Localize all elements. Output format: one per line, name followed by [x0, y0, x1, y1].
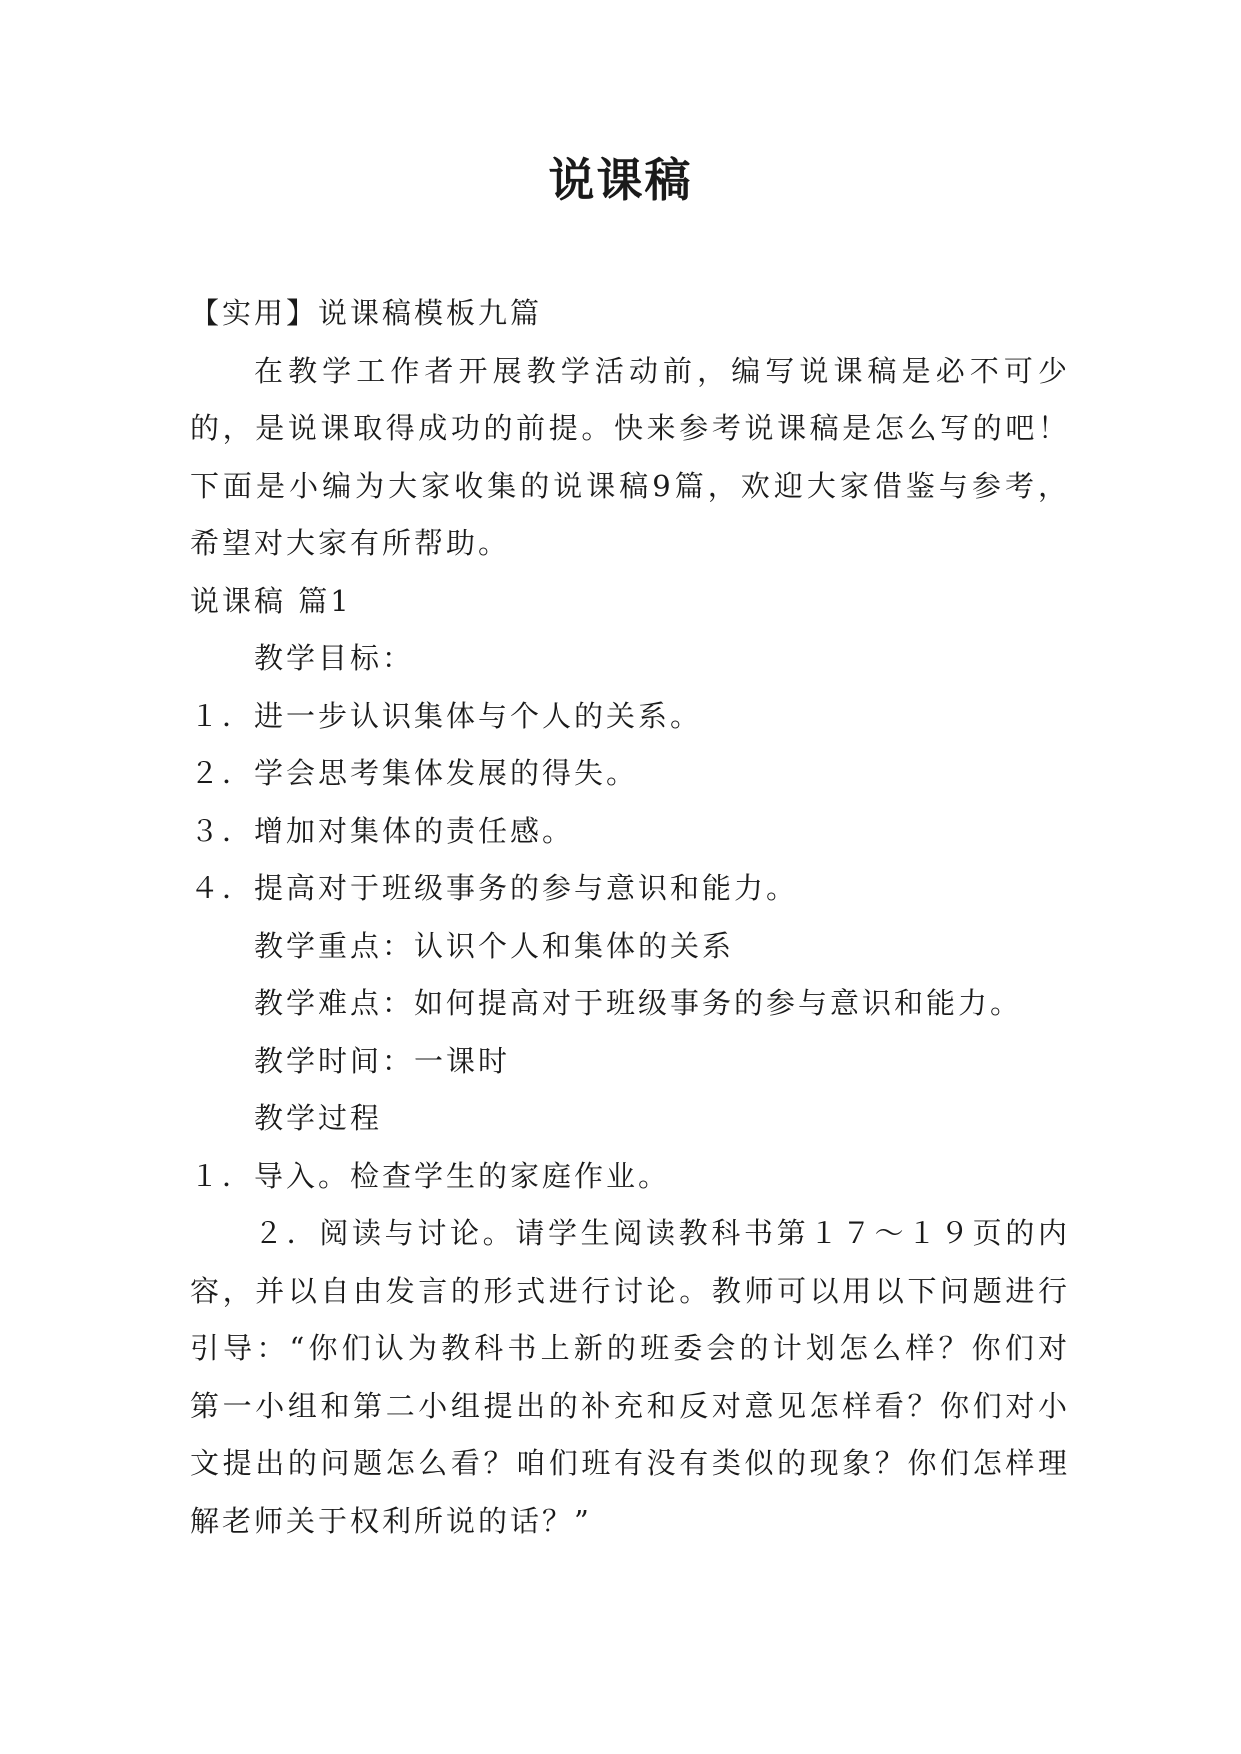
objective-item: ４．提高对于班级事务的参与意识和能力。	[190, 871, 799, 905]
section-heading: 说课稿 篇1	[190, 583, 352, 618]
intro-paragraph: 在教学工作者开展教学活动前，编写说课稿是必不可少的，是说课取得成功的前提。快来参考说课稿是怎么写的吧！下面是小编为大家收集的说课稿9篇，欢迎大家借鉴与参考，希望对大家有所帮助。	[190, 353, 1070, 560]
document-body	[190, 285, 1070, 1550]
objective-item: １．进一步认识集体与个人的关系。	[190, 698, 703, 733]
objective-item: ３．增加对集体的责任感。	[190, 813, 575, 848]
process-label: 教学过程	[254, 1101, 383, 1135]
process-step: １．导入。检查学生的家庭作业。	[190, 1158, 671, 1193]
process-step: ２．阅读与讨论。请学生阅读教科书第１７～１９页的内容，并以自由发言的形式进行讨论。教师可以用以下问题进行引导：“你们认为教科书上新的班委会的计划怎么样？你们对第一小组和第二小组提出的补充和反对意见怎样看？你们对小文提出的问题怎么看？咱们班有没有类似的现象？你们怎样理解老师关于权利所说的话？”	[190, 1216, 1070, 1538]
document-title: 说课稿	[548, 153, 693, 207]
objective-item: ２．学会思考集体发展的得失。	[190, 756, 639, 790]
time-line: 教学时间：一课时	[254, 1043, 511, 1078]
difficulty-line: 教学难点：如何提高对于班级事务的参与意识和能力。	[254, 986, 1023, 1020]
key-point-line: 教学重点：认识个人和集体的关系	[254, 928, 735, 963]
document-subtitle: 【实用】说课稿模板九篇	[190, 296, 543, 330]
objectives-label: 教学目标：	[254, 641, 415, 675]
